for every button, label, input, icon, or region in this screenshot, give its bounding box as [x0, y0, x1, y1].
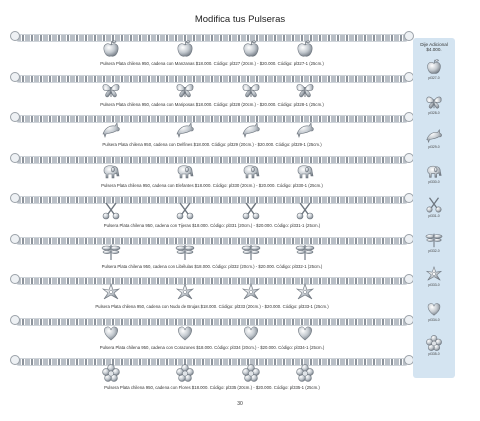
bracelet-caption: Pulsera Plata chilena 950, cadena con Tijeras $18.000. Código: pl331 (20cm.) - $20.000. Código: pl331-1 (25cm.) [103, 223, 321, 228]
additional-charm-code: pl328-0 [428, 110, 440, 115]
page-number: 30 [237, 401, 243, 407]
additional-charm-item [422, 93, 446, 115]
bracelet-caption: Pulsera Plata chilena 950, cadena con Manzanas $18.000. Código: pl327 (20cm.) - $20.000. Código: pl327-1 (25cm.) [100, 61, 324, 66]
additional-charm-item [422, 196, 446, 218]
clasp-ring [10, 72, 20, 82]
bracelet-chain [16, 156, 408, 164]
bracelet-caption: Pulsera Plata chilena 950, cadena con Mariposas $18.000. Código: pl328 (20cm.) - $20.000. Código: pl328-1 (25cm.) [100, 101, 324, 107]
additional-charm-code: pl330-0 [428, 179, 440, 184]
additional-charm-item [422, 300, 446, 322]
apple-icon [294, 39, 316, 59]
additional-charm-panel [413, 38, 455, 378]
additional-charm-label: Dije Adicional [420, 42, 448, 47]
additional-charm-code: pl332-0 [428, 248, 440, 253]
flower-icon [100, 363, 122, 383]
witch-knot-icon [100, 282, 122, 302]
additional-charm-item [422, 127, 446, 149]
apple-icon [240, 39, 262, 59]
elephant-icon [100, 161, 122, 181]
clasp-ring [10, 153, 20, 163]
additional-charm-item [422, 231, 446, 253]
bracelet-caption: Pulsera Plata chilena 950, cadena con Flores $18.000. Código: pl335 (20cm.) - $20.000. Código: pl335-1 (25cm.) [104, 385, 320, 390]
bracelet-caption: Pulsera Plata chilena 950, cadena con Delfines $18.000. Código: pl329 (20cm.) - $20.000. Código: pl329-1 (25cm.) [102, 142, 322, 147]
bracelet-row [12, 71, 412, 111]
heart-icon [100, 323, 122, 343]
apple-icon [100, 39, 122, 59]
butterfly-icon [422, 93, 446, 111]
elephant-icon [240, 161, 262, 181]
bracelet-row [12, 192, 412, 232]
dolphin-icon [294, 120, 316, 140]
additional-charm-price: $4.000. [426, 47, 442, 53]
bracelet-row [12, 152, 412, 192]
butterfly-icon [100, 80, 122, 100]
dragonfly-icon [422, 231, 446, 249]
clasp-ring [10, 274, 20, 284]
dolphin-icon [100, 120, 122, 140]
witch-knot-icon [174, 282, 196, 302]
butterfly-icon [174, 80, 196, 100]
clasp-ring [10, 193, 20, 203]
elephant-icon [294, 161, 316, 181]
dolphin-icon [174, 120, 196, 140]
page-title: Modifica tus Pulseras [194, 14, 286, 25]
apple-icon [422, 58, 446, 76]
apple-icon [174, 39, 196, 59]
bracelet-chain [16, 318, 408, 326]
butterfly-icon [240, 80, 262, 100]
dragonfly-icon [174, 242, 196, 262]
additional-charm-code: pl333-0 [428, 283, 440, 287]
clasp-ring [10, 31, 20, 41]
additional-charm-heading [413, 42, 455, 53]
clasp-ring [10, 234, 20, 244]
bracelet-chain [16, 115, 408, 123]
bracelet-chain [16, 277, 408, 285]
dragonfly-icon [294, 242, 316, 262]
witch-knot-icon [422, 265, 446, 283]
bracelet-caption: Pulsera Plata chilena 950, cadena con Corazones $18.000. Código: pl334 (20cm.) - $20.000. Código: pl334-1 (25cm.) [99, 344, 325, 350]
scissors-icon [294, 201, 316, 221]
bracelet-caption: Pulsera Plata chilena 950, cadena con Nudo de Brujas $18.000. Código: pl333 (20cm.) - $20.000. Código: pl333-1 (25cm.) [95, 304, 329, 309]
bracelet-chain [16, 358, 408, 366]
bracelet-row [12, 354, 412, 394]
additional-charm-code: pl327-0 [428, 76, 440, 80]
additional-charm-code: pl334-0 [428, 317, 440, 322]
flower-icon [240, 363, 262, 383]
bracelet-row [12, 314, 412, 354]
additional-charm-code: pl329-0 [428, 145, 440, 149]
additional-charm-code: pl331-0 [428, 214, 440, 218]
clasp-ring [10, 112, 20, 122]
bracelet-row [12, 273, 412, 313]
dolphin-icon [422, 127, 446, 145]
heart-icon [422, 300, 446, 318]
bracelet-caption: Pulsera Plata chilena 950, cadena con Elefantes $18.000. Código: pl330 (20cm.) - $20.000. Código: pl330-1 (25cm.) [101, 182, 323, 188]
heart-icon [240, 323, 262, 343]
additional-charm-item [422, 162, 446, 184]
additional-charm-code: pl335-0 [428, 352, 440, 356]
flower-icon [294, 363, 316, 383]
dragonfly-icon [240, 242, 262, 262]
elephant-icon [422, 162, 446, 180]
dragonfly-icon [100, 242, 122, 262]
bracelet-chain [16, 237, 408, 245]
witch-knot-icon [294, 282, 316, 302]
bracelet-row [12, 233, 412, 273]
witch-knot-icon [240, 282, 262, 302]
heart-icon [294, 323, 316, 343]
butterfly-icon [294, 80, 316, 100]
bracelet-chain [16, 75, 408, 83]
flower-icon [174, 363, 196, 383]
elephant-icon [174, 161, 196, 181]
scissors-icon [240, 201, 262, 221]
scissors-icon [100, 201, 122, 221]
clasp-ring [10, 355, 20, 365]
bracelet-chain [16, 34, 408, 42]
bracelet-row [12, 111, 412, 151]
bracelet-caption: Pulsera Plata chilena 950, cadena con Libélulas $18.000. Código: pl332 (20cm.) - $20.000. Código: pl332-1 (25cm.) [101, 263, 323, 269]
additional-charm-item [422, 58, 446, 80]
dolphin-icon [240, 120, 262, 140]
additional-charm-item [422, 334, 446, 356]
heart-icon [174, 323, 196, 343]
flower-icon [422, 334, 446, 352]
additional-charm-item [422, 265, 446, 287]
bracelet-row [12, 30, 412, 70]
bracelet-chain [16, 196, 408, 204]
clasp-ring [10, 315, 20, 325]
scissors-icon [422, 196, 446, 214]
scissors-icon [174, 201, 196, 221]
